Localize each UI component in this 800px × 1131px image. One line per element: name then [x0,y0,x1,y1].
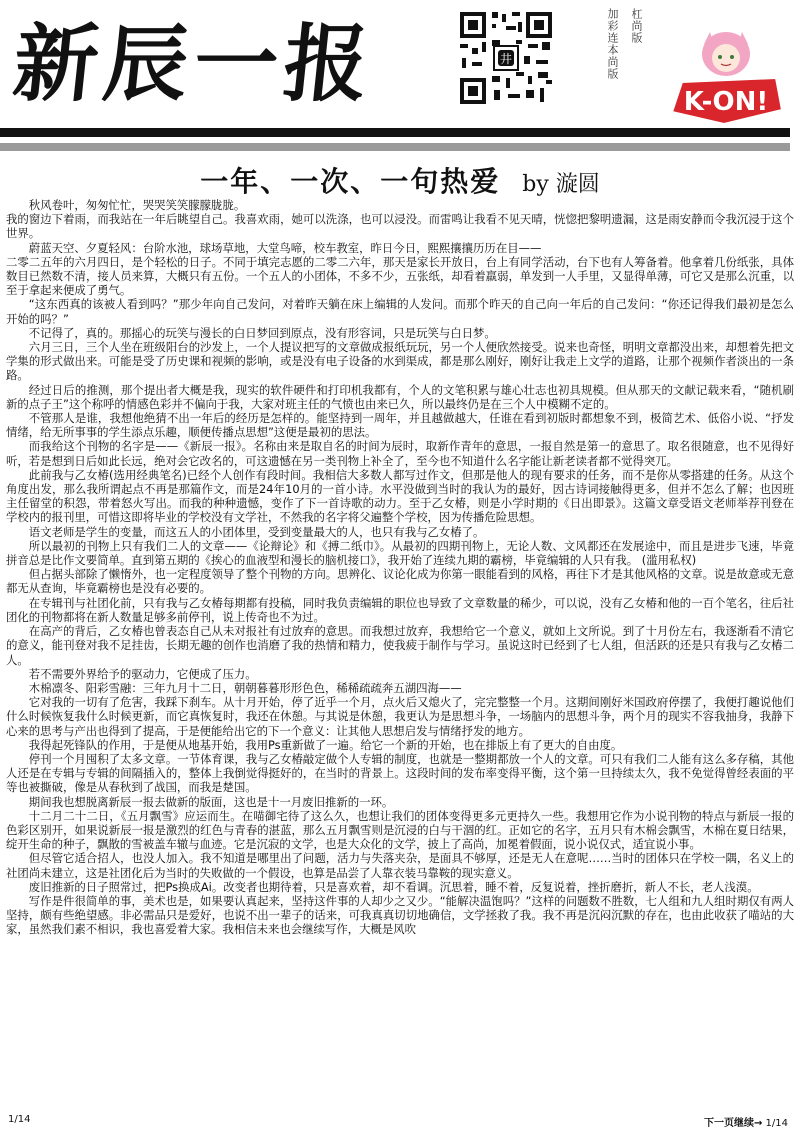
svg-text:井: 井 [499,52,513,66]
side-note-col2: 杠尚版 [630,8,643,44]
page-number-left: 1/14 [8,1114,31,1125]
header-rule-gray [0,143,790,151]
qr-code-icon [458,10,554,106]
article-title: 一年、一次、一句热爱 [200,165,501,198]
article-paragraph: 语文老师是学生的变量，而这五人的小团体里，受到变量最大的人，也只有我与乙女椿了。 [28,524,485,539]
article-paragraph: 不管那人是谁，我想他绝猜不出一年后的经历是怎样的。能坚持到一周年，并且越做越大，任谁在看到初版时都想象不到，极简艺术、低俗小说、“抒发情绪，给无所事事的学生添点乐趣，顺便传播点思想”这便是最初的思法。 [6,411,794,440]
page-number-right: 1/14 [765,1118,788,1129]
article-paragraph: 不记得了，真的。那摇心的玩笑与漫长的白日梦回到原点，没有形容词，只是玩笑与白日梦。 [28,325,496,340]
side-note-col1: 加彩连本尚版 [606,8,619,80]
side-note [568,8,664,118]
article-paragraph: 而我给这个刊物的名字是——《新辰一报》。名称由来是取自名的时间为辰时，取新作青年的意思，一报自然是第一的意思了。取名很随意，也不见得好听，若是想到日后如此长远，绝对会它改名的，可这遗憾在另一类刊物上补全了，至今也不知道什么名字能让新老读者都不觉得突兀。 [6,439,794,468]
next-page-label: 下一页继续→ [703,1118,763,1129]
article-paragraph: 经过日后的推测，那个提出者大概是我，现实的软件硬件和打印机我都有，个人的文笔积累与雄心壮志也初具规模。但从那天的文献记载来看，“随机刷新的点子王”这个称呼的情感色彩并不偏向于我，大家对班主任的气愤也由来已久，所以最终仍是在三个人中模糊不定的。 [6,382,794,411]
header-rule [0,128,790,137]
newspaper-title: 新辰一报 [8,14,380,113]
article-paragraph: 在专辑刊与社团化前，只有我与乙女椿每期都有投稿，同时我负责编辑的职位也导致了文章数量的稀少，可以说，没有乙女椿和他的一百个笔名，往后社团化的刊物都将在新人数量足够多前停刊，说上传奇也不为过。 [6,595,794,624]
masthead [0,0,800,160]
article-paragraph: 期间我也想脱离新辰一报去做新的版面，这也是十一月废旧推新的一环。 [28,794,394,809]
article-paragraph: 我得起死锋队的作用，于是便从地基开始，我用Ps重新做了一遍。给它一个新的开始，也在排版上有了更大的自由度。 [28,737,623,752]
article-paragraph: 我的窗边下着雨，而我站在一年后眺望自己。我喜欢雨，她可以洗涤，也可以浸没。而雷鸣让我看不见天晴，恍惚把黎明遗漏，这是雨安静而令我沉浸于这个世界。 [6,212,794,241]
article-paragraph: 木棉凛冬、阳彩雪融：三年九月十二日，朝朝暮暮形形色色，稀稀疏疏奔五湖四海—— [28,680,462,695]
article-paragraph: 它对我的一切有了危害，我踩下刹车。从十月开始，停了近乎一个月，点火后又熄火了，完完整整一个月。这期间刚好米国政府停摆了，我便打趣说他们什么时候恢复我什么时候更新，而它真恢复时，我还在休憩。与其说是休憩，我更认为是思想斗争，一场脑内的思想斗争，两个月的现实不容我抽身，我静下心来的思考与产出也得到了提高，于是便能给出它的下一个意义：让其他人思想启发与情绪抒发的地方。 [6,695,794,738]
article-paragraph: 但占据头部除了懒惰外，也一定程度领导了整个刊物的方向。思辨化、议论化成为你第一眼能看到的风格，再往下才是其他风格的文章。说是故意或无意都无从查询，毕竟霸榜也是没有必要的。 [6,567,794,596]
article-paragraph: 蔚蓝天空、夕夏轻风：台阶水池，球场草地，大堂鸟啼，校车教室，昨日今日，熙熙攘攘历历在目—— [28,240,542,255]
kon-logo-text: K-ON! [683,87,769,117]
article-paragraph: 若不需要外界给予的驱动力，它便成了压力。 [28,666,257,681]
article-paragraph: 所以最初的刊物上只有我们二人的文章——《论辩论》和《搏二纸巾》。从最初的四期刊物上，无论人数、文风都还在发展途中，而且是进步飞速，毕竟拼音总是比作文要简单。直到第五期的《挨心的血液型和漫长的脑机接口》，我开始了连续九期的霸榜，毕竟编辑的人只有我。 (滥用私权) [6,538,794,568]
article-paragraph: 六月三日，三个人坐在班级阳台的沙发上，一个人提议把写的文章做成报纸玩玩，另一个人便欣然接受。说来也奇怪，明明文章都没出来，却想着先把文学集的形式做出来。可能是受了历史课和视频的影响，或是没有电子设备的水到渠成，都是那么刚好，刚好让我走上文学的道路，让那个视频作者淡出的一条路。 [6,340,794,383]
page-footer-right [704,1114,788,1129]
article-byline: by 漩圆 [522,172,600,197]
article-heading [0,160,800,200]
article-paragraph: 秋风卷叶，匆匆忙忙，哭哭笑笑朦朦胧胧。 [28,198,246,212]
article-paragraph: “这东西真的该被人看到吗？”那少年向自己发问，对着昨天躺在床上编辑的人发问。而那个昨天的自己向一年后的自己发问：“你还记得我们最初是怎么开始的吗？” [6,297,794,326]
article-paragraph: 在高产的背后，乙女椿也曾表态自己从未对报社有过放弃的意思。而我想过放弃，我想给它一个意义，就如上文所说。到了十月份左右，我逐渐看不清它的意义，能刊登对我不足挂齿，长期无趣的创作也消磨了我的热情和精力，使我疲于制作与学习。虽说这时已经到了七人组，但活跃的还是只有我与乙女椿二人。 [6,624,794,667]
article-body [6,198,794,937]
article-paragraph: 写作是件很简单的事，美术也是，如果要认真起来，坚持这件事的人却少之又少。“能解决温饱吗？”这样的问题数不胜数，七人组和九人组时期仅有两人坚持，颇有些绝望感。非必需品只是爱好，也说不出一辈子的话来，可我真真切切地确信，文学拯救了我。我不再是沉闷沉默的存在，也由此收获了喵站的大家，虽然我们素不相识，我也喜爱着大家。我相信未来也会继续写作，大概是风吹 [6,893,794,937]
article-paragraph: 二零二五年的六月四日，是个轻松的日子。不同于填完志愿的二零二六年，那天是家长开放日，台上有同学活动，台下也有人筹备着。他拿着几份纸张，具体数目已然数不清，接人员来算，大概只有五份。一个五人的小团体，不多不少，五张纸，却看着羸弱，单发到一人手里，又显得单薄，可它又是那么沉重，以至于拿起来便成了勇气。 [6,254,794,298]
article-paragraph: 但尽管它适合招人，也没人加入。我不知道是哪里出了问题，活力与失落夹杂，是面具不够厚，还是无人在意呢……当时的团体只在学校一隅，名义上的社团尚未建立，这是社团化后为当时的失败做的一个假设，也算是品尝了人靠衣装马靠鞍的现实意义。 [6,851,794,880]
article-paragraph: 此前我与乙女椿(选用经典笔名)已经个人创作有段时间。我相信大多数人都写过作文，但那是他人的现有要求的任务，而不是你从零搭建的任务。从这个角度出发，那么我所谓起点不再是那篇作文，而是24年10月的一首小诗。水平没做到当时的我认为的最好，因古诗词接触得更多，但并不怎么了解；也因班主任留堂的积怨，带着怒火写出。而我的种种遗憾，变作了下一首诗歌的动力。至于乙女椿，则是小学时期的《日出即景》。这篇文章受语文老师举荐刊登在学校内的报刊里，可惜这即将毕业的学校没有文学社，不然我的名字将父遍整个学校，因为传播危险思想。 [6,467,794,525]
kon-logo-icon [664,24,786,132]
article-paragraph: 废旧推新的日子照常过，把Ps换成Ai。改变者也期待着，只是喜欢着，却不看调。沉思着，睡不着，反复说着，挫折磨折，新人不长，老人浅漠。 [28,879,759,894]
article-paragraph: 停刊一个月囤积了太多文章。一节体育课，我与乙女椿敲定做个人专辑的制度，也就是一整期都放一个人的文章。可只有我们二人能有这么多存稿，其他人还是在专辑与专辑的间隔插入的，整体上我倒觉得挺好的，在当时的背景上。这段时间的发布率变得平衡，这个第一旦持续太久，我不免觉得曾经表面的平等也被撕破，像是从春秋到了战国，而我是楚国。 [6,751,794,795]
article-paragraph: 十二月二十二日，《五月飘雪》应运而生。在喵御宅待了这么久，也想让我们的团体变得更多元更持久一些。我想用它作为小说刊物的特点与新辰一报的色彩区别开，如果说新辰一报是激烈的红色与青春的湛蓝，那么五月飘雪则是沉浸的白与干涸的红。正如它的名字，五月只有木棉会飘雪，木棉在夏日结果，绽开生命的种子，飘散的雪被盖车辙与血迹。它是沉寂的文学，也是大众化的文学，披上了高尚，加冕着假面，说小说仅式，适宜说小事。 [6,808,794,852]
